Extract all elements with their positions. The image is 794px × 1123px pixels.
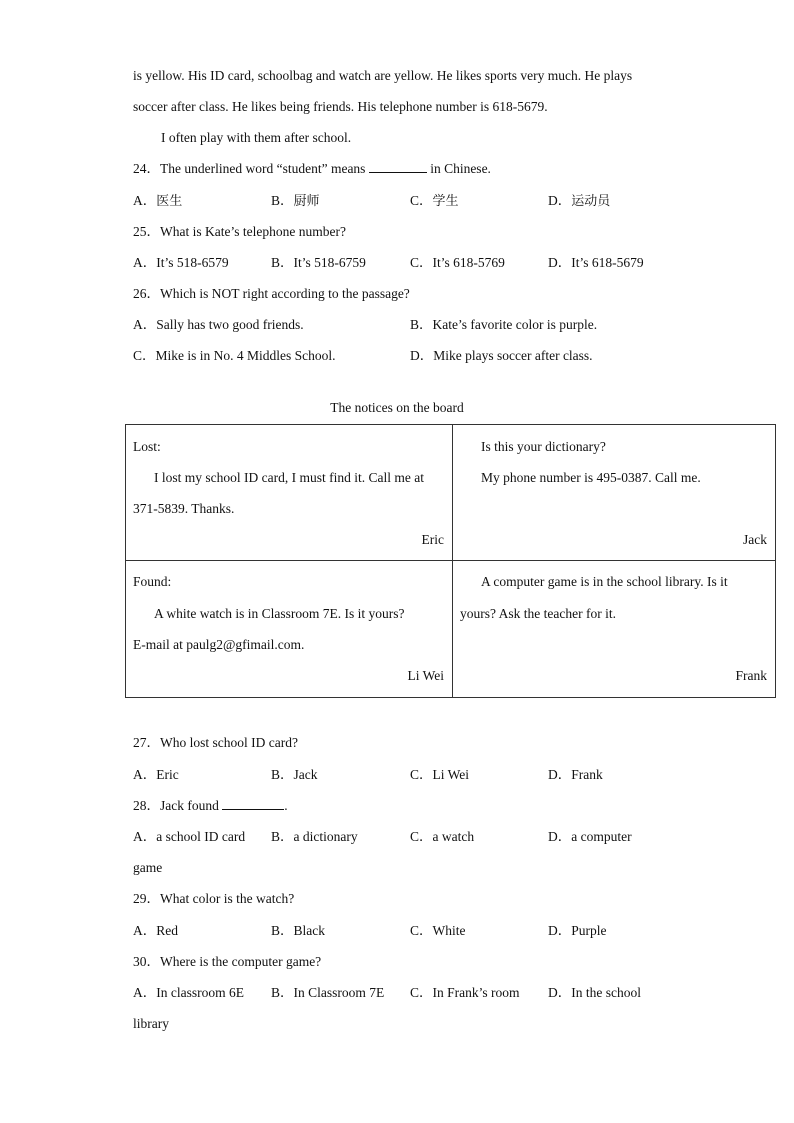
option-27-a[interactable]: A．Eric: [133, 767, 179, 782]
notice-found: [126, 561, 453, 698]
question-29: [133, 891, 294, 907]
option-28-a[interactable]: A．a school ID card: [133, 829, 246, 844]
answer-blank: [222, 798, 284, 810]
question-stem: Which is NOT right according to the passage?: [160, 286, 410, 301]
notice-game: [453, 561, 776, 698]
option-24-d[interactable]: D．运动员: [548, 193, 611, 209]
option-28-b[interactable]: B．a dictionary: [271, 829, 358, 844]
notice-dictionary: [453, 425, 776, 561]
notice-signer: Frank: [735, 668, 767, 683]
question-stem: Where is the computer game?: [160, 954, 322, 969]
option-29-c[interactable]: C．White: [410, 923, 466, 938]
option-28-d-wrap: game: [133, 860, 163, 875]
notice-signer: Jack: [743, 532, 767, 547]
notice-signer: Eric: [421, 532, 444, 547]
notices-title: The notices on the board: [330, 400, 464, 415]
option-27-b[interactable]: B．Jack: [271, 767, 318, 782]
question-stem: Jack found: [160, 798, 219, 813]
option-28-d[interactable]: D．a computer: [548, 829, 632, 844]
passage-line-2: soccer after class. He likes being friends. His telephone number is 618-5679.: [133, 99, 548, 114]
passage-line-1: is yellow. His ID card, schoolbag and watch are yellow. He likes sports very much. He plays: [133, 68, 633, 83]
option-25-b[interactable]: B．It’s 518-6759: [271, 255, 366, 270]
notice-lost: [126, 425, 453, 561]
question-stem-end: in Chinese.: [430, 161, 491, 176]
question-25: [133, 224, 346, 240]
option-27-c[interactable]: C．Li Wei: [410, 767, 470, 782]
option-25-a[interactable]: A．It’s 518-6579: [133, 255, 229, 270]
option-30-d-wrap: library: [133, 1016, 169, 1031]
option-25-c[interactable]: C．It’s 618-5769: [410, 255, 505, 270]
question-number: 30．: [133, 954, 160, 969]
notice-signer: Li Wei: [407, 668, 444, 683]
option-26-a[interactable]: A．Sally has two good friends.: [133, 317, 304, 332]
notice-text: E-mail at paulg2@gfimail.com.: [133, 637, 305, 652]
question-stem: Who lost school ID card?: [160, 735, 298, 750]
notice-text: 371-5839. Thanks.: [133, 501, 235, 516]
notice-text: Is this your dictionary?: [481, 439, 606, 454]
question-number: 24．: [133, 161, 160, 176]
notice-heading: Found:: [133, 574, 172, 589]
question-number: 29．: [133, 891, 160, 906]
notice-text: A computer game is in the school library. Is it: [481, 574, 728, 589]
notices-table: [125, 424, 776, 698]
option-30-a[interactable]: A．In classroom 6E: [133, 985, 244, 1000]
answer-blank: [369, 161, 427, 173]
option-24-a[interactable]: A．医生: [133, 193, 183, 209]
question-28: [133, 798, 288, 814]
question-24: [133, 161, 491, 177]
question-stem-end: .: [284, 798, 288, 813]
option-29-b[interactable]: B．Black: [271, 923, 326, 938]
question-number: 27．: [133, 735, 160, 750]
option-30-d[interactable]: D．In the school: [548, 985, 641, 1000]
option-26-d[interactable]: D．Mike plays soccer after class.: [410, 348, 593, 363]
notice-text: I lost my school ID card, I must find it. Call me at: [154, 470, 424, 485]
option-28-c[interactable]: C．a watch: [410, 829, 475, 844]
option-29-a[interactable]: A．Red: [133, 923, 178, 938]
question-number: 26．: [133, 286, 160, 301]
option-30-c[interactable]: C．In Frank’s room: [410, 985, 520, 1000]
question-stem: The underlined word “student” means: [160, 161, 366, 176]
option-26-c[interactable]: C．Mike is in No. 4 Middles School.: [133, 348, 336, 363]
notice-text: My phone number is 495-0387. Call me.: [481, 470, 701, 485]
question-27: [133, 735, 298, 751]
question-number: 25．: [133, 224, 160, 239]
option-24-c[interactable]: C．学生: [410, 193, 459, 209]
passage-line-3: I often play with them after school.: [161, 130, 352, 145]
question-number: 28．: [133, 798, 160, 813]
option-24-b[interactable]: B．厨师: [271, 193, 320, 209]
option-29-d[interactable]: D．Purple: [548, 923, 607, 938]
option-26-b[interactable]: B．Kate’s favorite color is purple.: [410, 317, 598, 332]
notice-text: A white watch is in Classroom 7E. Is it yours?: [154, 606, 405, 621]
question-stem: What color is the watch?: [160, 891, 295, 906]
option-25-d[interactable]: D．It’s 618-5679: [548, 255, 644, 270]
option-30-b[interactable]: B．In Classroom 7E: [271, 985, 385, 1000]
question-26: [133, 286, 410, 302]
question-stem: What is Kate’s telephone number?: [160, 224, 346, 239]
option-27-d[interactable]: D．Frank: [548, 767, 603, 782]
notice-text: yours? Ask the teacher for it.: [460, 606, 616, 621]
notice-heading: Lost:: [133, 439, 161, 454]
question-30: [133, 954, 321, 970]
